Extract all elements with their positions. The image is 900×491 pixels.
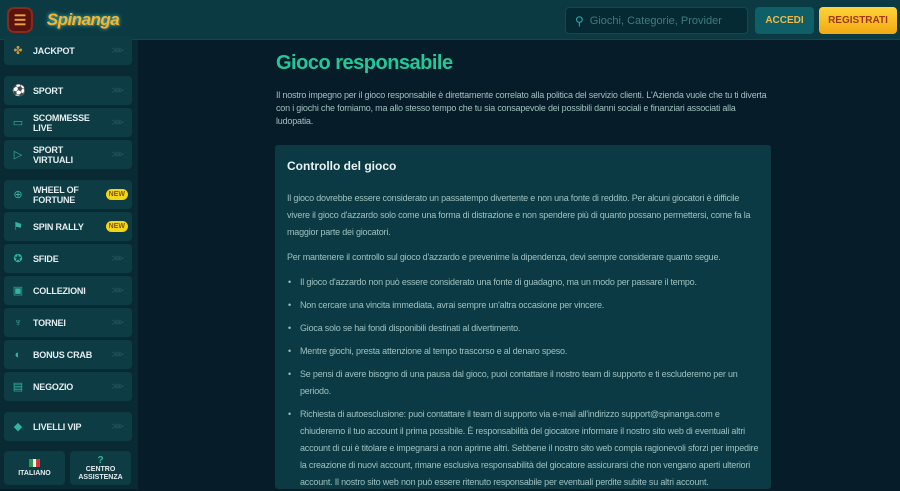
list-item: • Non cercare una vincita immediata, avrai sempre un'altra occasione per vincere. [287, 297, 759, 314]
register-button[interactable]: REGISTRATI [819, 7, 897, 34]
cards-icon: ▣ [12, 285, 24, 297]
logo[interactable]: Spinanga [46, 10, 120, 29]
arrow-icon: ⋙ [111, 381, 124, 391]
advice-list [287, 274, 759, 491]
sidebar-item-sport-virtuali[interactable] [4, 140, 132, 169]
new-badge: NEW [106, 189, 128, 200]
sidebar-item-bonus-crab[interactable] [4, 340, 132, 369]
sidebar-item-scommesse-live[interactable] [4, 108, 132, 137]
search-placeholder: Giochi, Categorie, Provider [589, 14, 722, 27]
shop-icon: ▤ [12, 381, 24, 393]
live-icon: ▭ [12, 117, 24, 129]
sidebar-item-negozio[interactable] [4, 372, 132, 401]
main-content [276, 52, 771, 128]
sidebar-item-label: SPIN RALLY [33, 221, 84, 232]
sidebar-item-label: WHEEL OF FORTUNE [33, 184, 79, 205]
arrow-icon: ⋙ [111, 149, 124, 159]
trophy-icon: ♆ [13, 316, 23, 329]
sidebar-item-label: JACKPOT [33, 45, 75, 56]
soccer-ball-icon: ⚽ [12, 85, 26, 97]
italy-flag-icon [29, 459, 40, 467]
arrow-icon: ⋙ [111, 45, 124, 55]
sidebar-item-label: BONUS CRAB [33, 349, 93, 360]
sidebar-item-label: TORNEI [33, 317, 66, 328]
arrow-icon: ⋙ [111, 285, 124, 295]
sidebar-item-collezioni[interactable] [4, 276, 132, 305]
help-center-button[interactable] [70, 451, 131, 485]
arrow-icon: ⋙ [111, 253, 124, 263]
list-item: • Se pensi di avere bisogno di una pausa dal gioco, puoi contattare il nostro team di supporto e ti escluderemo per un periodo. [287, 366, 759, 400]
menu-toggle-button[interactable] [7, 7, 33, 33]
sidebar-item-label: NEGOZIO [33, 381, 74, 392]
sidebar-item-spin-rally[interactable] [4, 212, 132, 241]
arrow-icon: ⋙ [111, 117, 124, 127]
help-center-label: CENTRO ASSISTENZA [78, 465, 123, 481]
list-item [287, 406, 759, 491]
paragraph: Il gioco dovrebbe essere considerato un passatempo divertente e non una fonte di reddito. Per alcuni giocatori è difficile vivere il gioco d'azzardo solo come una forma di distrazione e non spendere più di quanto possano permettersi, come fa la maggior parte dei giocatori. [287, 193, 751, 237]
list-item: • Mentre giochi, presta attenzione al tempo trascorso e al denaro speso. [287, 343, 759, 360]
intro-text: Il nostro impegno per il gioco responsabile è direttamente correlato alla politica del servizio clienti. L'Azienda vuole che tu ti diverta con i giochi che forniamo, ma allo stesso tempo che tu sia consapevole dei possibili danni sociali e finanziari associati alla ludopatia. [276, 90, 767, 126]
login-button[interactable]: ACCEDI [755, 7, 814, 34]
list-item: • Gioca solo se hai fondi disponibili destinati al divertimento. [287, 320, 759, 337]
question-icon: ? [97, 454, 104, 466]
sidebar-item-label: SPORT [33, 85, 64, 96]
sidebar-item-label: COLLEZIONI [33, 285, 86, 296]
arrow-icon: ⋙ [111, 349, 124, 359]
wheel-icon: ⊕ [13, 189, 23, 201]
page-title: Gioco responsabile [276, 52, 453, 74]
game-control-panel [275, 145, 771, 489]
medal-icon: ✪ [13, 253, 23, 265]
flag-icon: ⚑ [13, 221, 23, 233]
sidebar-item-livelli-vip[interactable] [4, 412, 132, 441]
search-input[interactable] [565, 7, 748, 34]
paragraph: Per mantenere il controllo sul gioco d'azzardo e prevenirne la dipendenza, devi sempre considerare quanto segue. [287, 252, 721, 262]
arrow-icon: ⋙ [111, 317, 124, 327]
sidebar-item-jackpot[interactable] [4, 36, 132, 65]
diamond-icon: ◆ [13, 421, 23, 433]
arrow-icon: ⋙ [111, 421, 124, 431]
support-email-link[interactable]: support@spinanga.com [621, 409, 713, 419]
search-icon: ⚲ [575, 13, 584, 28]
clover-icon: ✤ [13, 45, 23, 57]
arrow-icon: ⋙ [111, 85, 124, 95]
sidebar-item-label: SPORT VIRTUALI [33, 144, 73, 165]
menu-icon: ☰ [13, 11, 27, 28]
sidebar-item-label: SFIDE [33, 253, 59, 264]
crab-icon: ◐ [14, 348, 22, 361]
section-title: Controllo del gioco [287, 159, 397, 173]
new-badge: NEW [106, 221, 128, 232]
language-button[interactable] [4, 451, 65, 485]
sidebar-item-tornei[interactable] [4, 308, 132, 337]
play-icon: ▷ [13, 149, 23, 161]
sidebar-item-wheel-of-fortune[interactable] [4, 180, 132, 209]
sidebar-item-label: SCOMMESSE LIVE [33, 112, 90, 133]
text: Richiesta di autoesclusione: puoi contattare il team di supporto via e-mail all'indirizzo [300, 409, 622, 419]
sidebar-item-sport[interactable] [4, 76, 132, 105]
header [0, 0, 900, 40]
language-label: ITALIANO [18, 469, 51, 477]
list-item: • Il gioco d'azzardo non può essere considerato una fonte di guadagno, ma un modo per passare il tempo. [287, 274, 759, 291]
text: e chiuderemo il tuo account il prima possibile. È responsabilità del giocatore informare il nostro sito web di eventuali altri account di cui è titolare e impegnarsi a non aprirne altri. Sebbene il nostro sito web compia ragionevoli sforzi per impedire la creazione di nuovi account, rimane esclusiva responsabilità del giocatore assicurarsi che non vengano aperti ulteriori account. Il nostro sito web non può essere ritenuto responsabile per eventuali perdite subite su altri account. [300, 409, 759, 487]
sidebar-item-sfide[interactable] [4, 244, 132, 273]
sidebar-item-label: LIVELLI VIP [33, 421, 82, 432]
